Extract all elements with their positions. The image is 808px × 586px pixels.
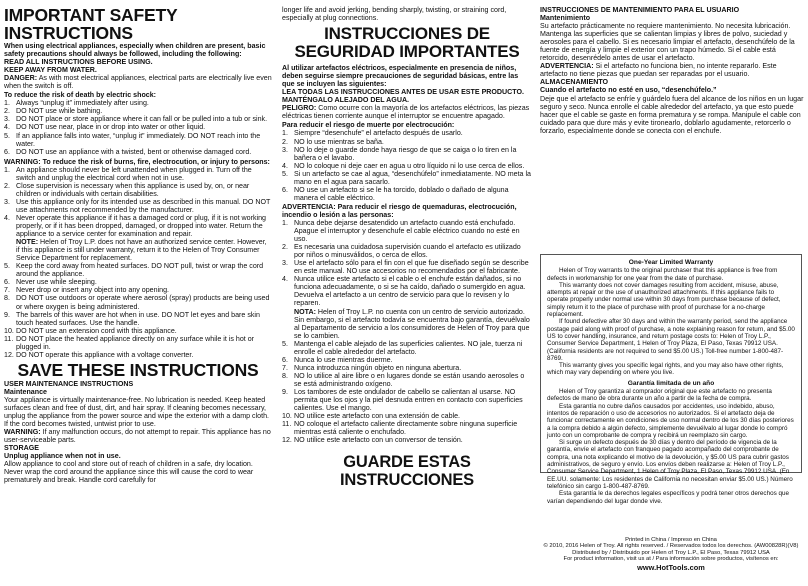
warning-list — [4, 166, 272, 359]
list-item: 3. Use this appliance only for its intended use as described in this manual. DO NOT use attachments not recommended by the manufacturer. — [4, 197, 271, 214]
warranty-title: One-Year Limited Warranty — [628, 259, 714, 266]
note-label: NOTE: — [16, 238, 39, 247]
warranty-paragraph: Esta garantía no cubre daños causados por accidentes, uso indebido, abuso, intentos de reparación o uso de accesorios no autorizados. Si el artefacto deja de funcionar correctamente en condiciones de uso normal dentro de los 30 días posteriores a la compra debido a algún defecto, simplemente devuélvalo al lugar donde lo compró junto con un comprobante de compra y recibirá un reemplazo sin cargo. — [547, 402, 794, 439]
list-item: 1. Nunca debe dejarse desatendido un artefacto cuando está enchufado. Apague el interruptor y desenchufe el cable eléctrico cuando no esté en uso. — [282, 218, 520, 244]
storage-text-es: Deje que el artefacto se enfríe y guárdelo fuera del alcance de los niños en un lugar seguro y seco. Nunca enrolle el cable alrededor del artefacto, ya que esto puede hacer que el cable se gaste en forma prematura y se rompa. Manipule el cable con cuidado para que dure más y evite tironearlo, doblarlo agudamente, retorcerlo o forzarlo, especialmente donde se conecta con el enchufe. — [540, 94, 804, 135]
list-item: 10. NO utilice este artefacto con una extensión de cable. — [282, 412, 461, 421]
guarde-instrucciones-title: GUARDE ESTAS INSTRUCCIONES — [340, 453, 474, 490]
list-item: 6. NO use un artefacto si se le ha torcido, doblado o dañado de alguna manera el cable eléctrico. — [282, 185, 509, 202]
list-item: 3. Use el artefacto sólo para el fin con el que fue diseñado según se describe en este manual. NO use accesorios no recomendados por el fabricante. — [282, 259, 529, 276]
shock-heading-es: Para reducir el riesgo de muerte por electrocución: — [282, 121, 455, 130]
storage-subheading: Unplug appliance when not in use. — [4, 452, 121, 461]
list-item: 9. Los tambores de este ondulador de cabello se calientan al usarse. NO permita que los ojos y la piel desnuda entren en contacto con superficies calientes. Use el mango. — [282, 387, 523, 413]
printed-in: Printed in China / Impreso en China — [625, 537, 717, 543]
list-item: 7. Never drop or insert any object into any opening. — [4, 286, 170, 295]
warning-heading: WARNING: To reduce the risk of burns, fire, electrocution, or injury to persons: — [4, 157, 270, 166]
storage-subheading-es: Cuando el artefacto no esté en uso, “desenchúfelo.” — [540, 86, 717, 95]
storage-continued-text: longer life and avoid jerking, bending sharply, twisting, or straining cord, especially at plug connections. — [282, 6, 507, 23]
list-item: 3. NO lo deje o guarde donde haya riesgo de que se caiga o lo tiren en la bañera o el lavabo. — [282, 145, 517, 162]
keep-away-line: KEEP AWAY FROM WATER. — [4, 66, 97, 75]
warranty-paragraph: Si surge un defecto después de 30 días y dentro del período de vigencia de la garantía, envíe el artefacto con franqueo pagado acompañado del comprobante de compra, una nota explicando el motivo de la devolución, y $5.00 US para cubrir gastos administrativos, de seguro y envío. Los envíos deben realizarse a: Helen of Troy L.P., Consumer Service Department, 1 Helen of Troy Plaza, El Paso, Texas 79912 USA. (En EE.UU. solamente: Los residentes de California no necesitan enviar $5.00 US.) Número telefónico sin cargo 1-800-487-8769. — [547, 439, 793, 490]
list-item: 4. Nunca utilice este artefacto si el cable o el enchufe están dañados, si no funciona adecuadamente, o si se ha caído, dañado o sumergido en agua. Devuelva el artefacto a un centro de servicio para que lo revisen y lo reparen. NOTA: Helen of Troy L.P. no cuenta con un centro de servicio autorizado. Sin embargo, si el artefacto todavía se encuentra bajo garantía, devuélvalo al Departamento de servicio a los consumidores de Helen of Troy para que se lo cambien. — [282, 275, 532, 339]
advertencia-list — [282, 219, 532, 444]
list-item: 1. An appliance should never be left unattended when plugged in. Turn off the switch and unplug the electrical cord when not in use. — [4, 165, 252, 182]
service-note-es: NOTA: Helen of Troy L.P. no cuenta con un centro de servicio autorizado. Sin embargo, si el artefacto todavía se encuentra bajo garantía, devuélvalo al Departamento de servicio a los consumidores de Helen of Troy para que se lo cambien. — [294, 307, 530, 340]
danger-paragraph — [4, 74, 272, 90]
list-item: 5. If an appliance falls into water, “unplug it” immediately. DO NOT reach into the water. — [4, 131, 261, 148]
list-item: 6. DO NOT use an appliance with a twisted, bent or otherwise damaged cord. — [4, 147, 252, 156]
note-text: Helen of Troy L.P. does not have an authorized service center. However, if this appliance is still under warranty, return it to the Helen of Troy Consumer Service Department for replacement. — [16, 238, 267, 263]
shock-list-es — [282, 129, 532, 201]
list-item: 2. Close supervision is necessary when this appliance is used by, on, or near children or individuals with certain disabilities. — [4, 181, 250, 198]
warranty-paragraph: This warranty does not cover damages resulting from accident, misuse, abuse, attempts at repair or the use of unauthorized attachments. If this appliance fails to operate properly under normal use within 30 days from purchase because of defect, simply return it to the place of purchase with proof of purchase for a no-charge replacement. — [547, 281, 781, 319]
footer — [540, 537, 802, 572]
list-item: 4. Never operate this appliance if it has a damaged cord or plug, if it is not working properly, or if it has been dropped, damaged, or dropped into water. Return the appliance to a service center for examination and repair. NOTE: Helen of Troy L.P. does not have an authorized service center. However, if this appliance is still under warranty, return it to the Helen of Troy Consumer Service Department for replacement. — [4, 214, 272, 262]
list-item: 8. DO NOT use outdoors or operate where aerosol (spray) products are being used or where oxygen is being administered. — [4, 294, 270, 311]
list-item: 5. Mantenga el cable alejado de las superficies calientes. NO jale, tuerza ni enrolle el cable alrededor del artefacto. — [282, 339, 523, 356]
peligro-paragraph: PELIGRO: Como ocurre con la mayoría de los artefactos eléctricos, las piezas eléctricas tienen corriente aunque el interruptor se encuentre apagado. — [282, 104, 530, 121]
english-column — [4, 6, 272, 484]
storage-text: Allow appliance to cool and store out of reach of children in a safe, dry location. Never wrap the cord around the appliance since this will cause the cord to wear prematurely and break. Handle cord carefully for — [4, 460, 254, 485]
list-item: 2. DO NOT use while bathing. — [4, 107, 103, 116]
spanish-maintenance-column — [540, 6, 804, 135]
list-item: 7. Nunca introduzca ningún objeto en ninguna abertura. — [282, 363, 462, 372]
list-item: 1. Siempre “desenchufe” el artefacto después de usarlo. — [282, 129, 463, 138]
storage-heading: STORAGE — [4, 444, 39, 453]
list-item: 2. Es necesaria una cuidadosa supervisión cuando el artefacto es utilizado por niños o minusválidos, o cerca de ellos. — [282, 243, 521, 260]
warranty-title-es: Garantía limitada de un año — [627, 379, 715, 387]
list-item: 11. NO coloque el artefacto caliente directamente sobre ninguna superficie mientras está caliente o enchufado. — [282, 420, 518, 437]
read-all-line: READ ALL INSTRUCTIONS BEFORE USING. — [4, 58, 153, 67]
warranty-box — [540, 254, 802, 505]
advertencia-heading: ADVERTENCIA: Para reducir el riesgo de quemaduras, electrocución, incendio o lesión a las personas: — [282, 202, 517, 219]
danger-text: As with most electrical appliances, electrical parts are electrically live even when the switch is off. — [4, 74, 272, 91]
danger-label: DANGER: — [4, 74, 38, 83]
malfunction-warning: WARNING: If any malfunction occurs, do not attempt to repair. This appliance has no user-serviceable parts. — [4, 428, 271, 445]
product-info: For product information, visit us at / Para información sobre productos, visítenos en: — [563, 556, 779, 563]
storage-heading-es: ALMACENAMIENTO — [540, 78, 609, 87]
maintenance-heading: USER MAINTENANCE INSTRUCTIONS — [4, 379, 134, 388]
list-item: 5. Keep the cord away from heated surfaces. DO NOT pull, twist or wrap the cord around the appliance. — [4, 262, 264, 279]
list-item: 1. Always “unplug it” immediately after using. — [4, 99, 149, 108]
list-item: 6. Nunca lo use mientras duerme. — [282, 355, 393, 364]
safety-intro-es: Al utilizar artefactos eléctricos, especialmente en presencia de niños, deben seguirse siempre precauciones de seguridad básicas, entre las que se incluyen las siguientes: — [282, 64, 519, 89]
warranty-paragraph: Helen of Troy garantiza al comprador original que este artefacto no presenta defectos de mano de obra durante un año a partir de la fecha de compra. — [547, 388, 772, 403]
service-note — [16, 238, 272, 262]
maintenance-text: Your appliance is virtually maintenance-free. No lubrication is needed. Keep heated surfaces clean and free of dust, dirt, and hair spray. If cleaning becomes necessary, unplug the appliance from the power source and wipe the exterior with a damp cloth. If the cord becomes twisted, untwist prior to use. — [4, 395, 269, 429]
list-item: 8. NO lo utilice al aire libre o en lugares donde se están usando aerosoles o se está administrando oxígeno. — [282, 371, 525, 388]
safety-title: IMPORTANT SAFETY INSTRUCTIONS — [4, 5, 178, 43]
list-item: 6. Never use while sleeping. — [4, 278, 97, 287]
warranty-paragraph: Esta garantía le da derechos legales específicos y podrá tener otros derechos que varían dependiendo del lugar donde vive. — [547, 490, 789, 505]
copyright: © 2010, 2016 Helen of Troy. All rights reserved. / Reservados todos los derechos. (AW00828R)(V8) — [543, 543, 799, 550]
shock-list — [4, 99, 272, 155]
keep-away-line-es: MANTÉNGALO ALEJADO DEL AGUA. — [282, 96, 410, 105]
list-item: 2. NO lo use mientras se baña. — [282, 137, 384, 146]
shock-heading: To reduce the risk of death by electric shock: — [4, 91, 157, 100]
list-item: 12. DO NOT operate this appliance with a voltage converter. — [4, 350, 194, 359]
list-item: 9. The barrels of this waver are hot when in use. DO NOT let eyes and bare skin touch heated surfaces. Use the handle. — [4, 310, 260, 327]
maintenance-text-es: Su artefacto prácticamente no requiere mantenimiento. No necesita lubricación. Mantenga las superficies que se calientan limpias y libres de polvo, suciedad y aerosoles para el cabello. Si es necesario limpiar el artefacto, desenchúfelo de la fuente de energía y limpie el exterior con un trapo húmedo. Si el cable está retorcido, desenrédelo antes de usar el artefacto. — [540, 22, 795, 63]
spanish-column — [282, 6, 532, 489]
maintenance-heading-es: INSTRUCCIONES DE MANTENIMIENTO PARA EL USUARIO — [540, 6, 740, 14]
maintenance-subheading-es: Mantenimiento — [540, 14, 591, 23]
list-item: 3. DO NOT place or store appliance where it can fall or be pulled into a tub or sink. — [4, 115, 268, 124]
list-item: 11. DO NOT place the heated appliance directly on any surface while it is hot or plugged in. — [4, 334, 255, 351]
list-item: 4. NO lo coloque ni deje caer en agua u otro líquido ni lo use cerca de ellos. — [282, 161, 525, 170]
distributor: Distributed by / Distribuido por Helen of Troy L.P., El Paso, Texas 79912 USA — [572, 549, 770, 556]
list-item: 5. Si un artefacto se cae al agua, “desenchúfelo” inmediatamente. NO meta la mano en el agua para sacarlo. — [282, 169, 531, 186]
save-instructions-title: SAVE THESE INSTRUCTIONS — [17, 359, 259, 380]
website-url: www.HotTools.com — [637, 562, 705, 572]
read-all-line-es: LEA TODAS LAS INSTRUCCIONES ANTES DE USAR ESTE PRODUCTO. — [282, 88, 524, 97]
maintenance-subheading: Maintenance — [4, 387, 47, 396]
list-item: 10. DO NOT use an extension cord with this appliance. — [4, 326, 177, 335]
warranty-paragraph: If found defective after 30 days and within the warranty period, send the appliance postage paid along with proof of purchase, a note explaining reason for return, and $5.00 US to cover handling, insurance, and return postage costs to: Helen of Troy L.P., Consumer Service Department, 1 Helen of Troy Plaza, El Paso, Texas 79912 USA. (California residents are not required to send $5.00 US.) Toll-free number 1-800-487-8769. — [547, 318, 795, 362]
safety-title-es: INSTRUCCIONES DE SEGURIDAD IMPORTANTES — [294, 24, 520, 62]
list-item: 4. DO NOT use near, place in or drop into water or other liquid. — [4, 123, 206, 132]
safety-intro: When using electrical appliances, especially when children are present, basic safety precautions should always be followed, including the following: — [4, 42, 266, 59]
list-item: 12. NO utilice este artefacto con un conversor de tensión. — [282, 436, 463, 445]
warranty-paragraph: This warranty gives you specific legal rights, and you may also have other rights, which may vary depending on where you live. — [547, 362, 784, 377]
malfunction-warning-es: ADVERTENCIA: Si el artefacto no funciona bien, no intente repararlo. Este artefacto no tiene piezas que puedan ser reparadas por el usuario. — [540, 62, 777, 79]
warranty-paragraph: Helen of Troy warrants to the original purchaser that this appliance is free from defects in workmanship for one year from the date of purchase. — [547, 267, 778, 282]
